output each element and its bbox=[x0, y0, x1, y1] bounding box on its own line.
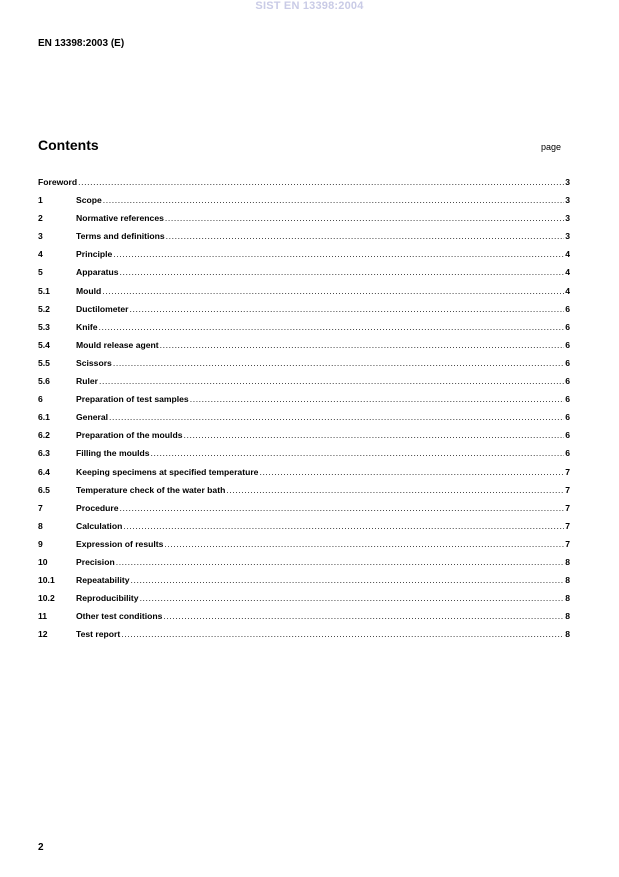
toc-dot-leader bbox=[98, 322, 564, 332]
toc-entry-number: 5.5 bbox=[38, 357, 50, 368]
toc-entry-page: 8 bbox=[565, 629, 570, 640]
toc-entry[interactable] bbox=[38, 213, 570, 231]
toc-entry-page: 6 bbox=[565, 303, 570, 314]
toc-entry-number: 6.4 bbox=[38, 466, 50, 477]
toc-entry[interactable] bbox=[38, 593, 570, 611]
toc-entry-page: 7 bbox=[565, 538, 570, 549]
page-number: 2 bbox=[38, 842, 44, 853]
toc-dot-leader bbox=[120, 503, 565, 513]
toc-entry[interactable] bbox=[38, 539, 570, 557]
toc-entry[interactable] bbox=[38, 611, 570, 629]
toc-entry-number: 6.5 bbox=[38, 484, 50, 495]
toc-entry-page: 6 bbox=[565, 376, 570, 387]
toc-dot-leader bbox=[164, 539, 564, 549]
toc-entry[interactable] bbox=[38, 448, 570, 466]
document-id: EN 13398:2003 (E) bbox=[38, 38, 125, 49]
toc-entry-title[interactable]: Mould release agent bbox=[76, 339, 159, 350]
page-title: Contents bbox=[38, 137, 99, 153]
toc-entry-page: 4 bbox=[565, 285, 570, 296]
toc-entry[interactable] bbox=[38, 340, 570, 358]
toc-entry-page: 3 bbox=[565, 213, 570, 224]
toc-entry-number: 10.2 bbox=[38, 593, 55, 604]
toc-dot-leader bbox=[123, 521, 564, 531]
toc-entry[interactable] bbox=[38, 231, 570, 249]
toc-entry[interactable] bbox=[38, 376, 570, 394]
toc-dot-leader bbox=[165, 213, 564, 223]
toc-entry-page: 3 bbox=[565, 231, 570, 242]
toc-dot-leader bbox=[102, 286, 564, 296]
toc-entry-number: 11 bbox=[38, 611, 48, 622]
toc-entry-title[interactable]: Normative references bbox=[76, 213, 164, 224]
toc-entry[interactable] bbox=[38, 412, 570, 430]
toc-entry-page: 8 bbox=[565, 556, 570, 567]
toc-entry-page: 4 bbox=[565, 249, 570, 260]
toc-dot-leader bbox=[99, 376, 564, 386]
toc-entry-number: 3 bbox=[38, 231, 43, 242]
toc-entry[interactable] bbox=[38, 304, 570, 322]
toc-entry[interactable] bbox=[38, 467, 570, 485]
toc-entry-title[interactable]: Apparatus bbox=[76, 267, 119, 278]
toc-dot-leader bbox=[130, 304, 565, 314]
toc-entry-page: 7 bbox=[565, 466, 570, 477]
toc-dot-leader bbox=[166, 231, 565, 241]
toc-entry-page: 6 bbox=[565, 357, 570, 368]
toc-entry[interactable] bbox=[38, 503, 570, 521]
toc-entry-number: 5.3 bbox=[38, 321, 50, 332]
toc-entry-page: 8 bbox=[565, 611, 570, 622]
toc-entry-number: 12 bbox=[38, 629, 48, 640]
toc-entry-title[interactable]: Calculation bbox=[76, 520, 123, 531]
toc-entry-title[interactable]: General bbox=[76, 412, 109, 423]
toc-dot-leader bbox=[151, 448, 565, 458]
toc-entry-number: 5.1 bbox=[38, 285, 50, 296]
toc-dot-leader bbox=[121, 629, 564, 639]
toc-entry-number: 5.2 bbox=[38, 303, 50, 314]
toc-entry-title[interactable]: Scissors bbox=[76, 357, 112, 368]
toc-entry-number: 10 bbox=[38, 556, 48, 567]
toc-entry-page: 8 bbox=[565, 575, 570, 586]
toc-entry[interactable] bbox=[38, 430, 570, 448]
toc-entry-title[interactable]: Principle bbox=[76, 249, 113, 260]
toc-entry-title[interactable]: Reproducibility bbox=[76, 593, 139, 604]
toc-entry-number: 9 bbox=[38, 538, 43, 549]
toc-dot-leader bbox=[226, 485, 564, 495]
toc-dot-leader bbox=[190, 394, 565, 404]
toc-dot-leader bbox=[113, 249, 564, 259]
toc-entry-title[interactable]: Foreword bbox=[38, 177, 78, 187]
toc-entry-page: 6 bbox=[565, 394, 570, 405]
toc-entry-number: 6 bbox=[38, 394, 43, 405]
toc-entry[interactable] bbox=[38, 195, 570, 213]
toc-entry-page: 7 bbox=[565, 520, 570, 531]
toc-entry-page: 3 bbox=[565, 195, 570, 206]
toc-dot-leader bbox=[140, 593, 565, 603]
toc-dot-leader bbox=[109, 412, 564, 422]
toc-entry-number: 5.6 bbox=[38, 376, 50, 387]
toc-entry[interactable] bbox=[38, 358, 570, 376]
toc-entry[interactable] bbox=[38, 249, 570, 267]
toc-entry[interactable] bbox=[38, 286, 570, 304]
toc-entry-title[interactable]: Preparation of the moulds bbox=[76, 430, 183, 441]
toc-entry-title[interactable]: Scope bbox=[76, 195, 102, 206]
toc-dot-leader bbox=[163, 611, 564, 621]
toc-entry[interactable] bbox=[38, 521, 570, 539]
toc-entry-number: 5.4 bbox=[38, 339, 50, 350]
toc-entry-number: 8 bbox=[38, 520, 43, 531]
toc-entry-title[interactable]: Ductilometer bbox=[76, 303, 129, 314]
toc-entry-page: 6 bbox=[565, 412, 570, 423]
toc-entry-title[interactable]: Temperature check of the water bath bbox=[76, 484, 226, 495]
toc-entry[interactable] bbox=[38, 267, 570, 285]
toc-entry-page: 4 bbox=[565, 267, 570, 278]
toc-entry-page: 6 bbox=[565, 430, 570, 441]
table-of-contents bbox=[38, 177, 570, 647]
toc-entry[interactable] bbox=[38, 485, 570, 503]
toc-entry-title[interactable]: Keeping specimens at specified temperature bbox=[76, 466, 259, 477]
toc-entry[interactable] bbox=[38, 629, 570, 647]
toc-entry-page: 6 bbox=[565, 321, 570, 332]
toc-entry-page: 6 bbox=[565, 339, 570, 350]
toc-entry-number: 6.1 bbox=[38, 412, 50, 423]
toc-entry[interactable] bbox=[38, 394, 570, 412]
toc-entry-title[interactable]: Test report bbox=[76, 629, 121, 640]
toc-entry-number: 6.3 bbox=[38, 448, 50, 459]
page-column-label: page bbox=[541, 142, 562, 152]
toc-entry-number: 7 bbox=[38, 502, 43, 513]
toc-entry-title[interactable]: Repeatability bbox=[76, 575, 130, 586]
toc-dot-leader bbox=[183, 430, 564, 440]
toc-dot-leader bbox=[160, 340, 565, 350]
toc-dot-leader bbox=[103, 195, 564, 205]
toc-entry-page: 7 bbox=[565, 484, 570, 495]
toc-entry-number: 1 bbox=[38, 195, 43, 206]
toc-dot-leader bbox=[113, 358, 564, 368]
toc-entry-page: 3 bbox=[565, 177, 570, 187]
toc-entry-title[interactable]: Terms and definitions bbox=[76, 231, 165, 242]
toc-entry-number: 10.1 bbox=[38, 575, 55, 586]
toc-dot-leader bbox=[131, 575, 565, 585]
toc-dot-leader bbox=[78, 177, 564, 187]
toc-dot-leader bbox=[259, 467, 564, 477]
toc-entry-title[interactable]: Preparation of test samples bbox=[76, 394, 189, 405]
toc-entry-number: 4 bbox=[38, 249, 43, 260]
toc-entry[interactable] bbox=[38, 177, 570, 195]
toc-entry[interactable] bbox=[38, 575, 570, 593]
toc-entry[interactable] bbox=[38, 322, 570, 340]
toc-entry-number: 5 bbox=[38, 267, 43, 278]
toc-entry-page: 6 bbox=[565, 448, 570, 459]
toc-entry-title[interactable]: Other test conditions bbox=[76, 611, 163, 622]
toc-entry-title[interactable]: Knife bbox=[76, 321, 98, 332]
toc-entry-title[interactable]: Expression of results bbox=[76, 538, 164, 549]
watermark: SIST EN 13398:2004 bbox=[255, 0, 364, 12]
toc-entry-number: 6.2 bbox=[38, 430, 50, 441]
toc-entry-title[interactable]: Procedure bbox=[76, 502, 119, 513]
toc-entry-title[interactable]: Ruler bbox=[76, 376, 98, 387]
toc-entry-number: 2 bbox=[38, 213, 43, 224]
toc-entry-title[interactable]: Mould bbox=[76, 285, 102, 296]
toc-entry-title[interactable]: Filling the moulds bbox=[76, 448, 150, 459]
toc-entry-page: 7 bbox=[565, 502, 570, 513]
toc-entry[interactable] bbox=[38, 557, 570, 575]
toc-entry-page: 8 bbox=[565, 593, 570, 604]
toc-dot-leader bbox=[120, 267, 565, 277]
toc-dot-leader bbox=[116, 557, 565, 567]
toc-entry-title[interactable]: Precision bbox=[76, 556, 115, 567]
